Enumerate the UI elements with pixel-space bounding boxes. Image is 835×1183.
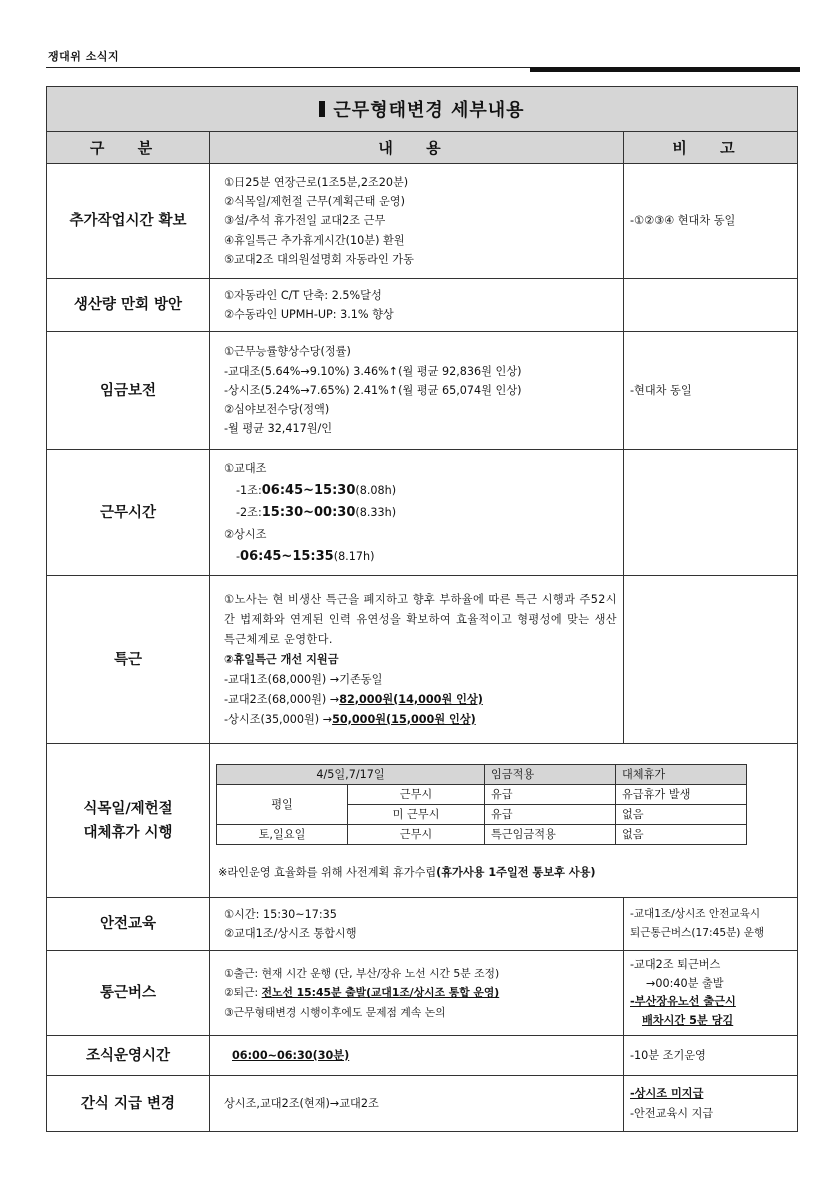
category-hours: 근무시간 (47, 450, 210, 576)
column-header-content: 내 용 (210, 132, 624, 164)
shift2-line (224, 502, 617, 524)
holiday-work-title: ②휴일특근 개선 지원금 (224, 652, 339, 666)
note-line: →00:40분 출발 (646, 976, 724, 990)
holiday-footnote-bold: (휴가사용 1주일전 통보후 사용) (436, 865, 596, 879)
table-row-bus (47, 951, 798, 1036)
content-line: ①출근: 현재 시간 운행 (단, 부산/장유 노선 시간 5분 조정) (224, 967, 500, 981)
regular-hours: (8.17h) (333, 549, 375, 563)
content-line: ④휴일특근 추가휴게시간(10분) 환원 (224, 233, 405, 247)
note-safety (624, 898, 798, 951)
bus-return-highlight: 전노선 15:45분 출발(교대1조/상시조 통합 운영) (261, 986, 500, 1000)
note-wage: -현대차 동일 (624, 332, 798, 450)
column-header-category: 구 분 (47, 132, 210, 164)
leave-value: 유급휴가 발생 (616, 784, 747, 804)
content-hours (210, 450, 624, 576)
note-meal: -10분 조기운영 (624, 1036, 798, 1076)
content-line: ③설/추석 휴가전일 교대2조 근무 (224, 214, 386, 228)
subtable-row (217, 824, 747, 844)
note-bus (624, 951, 798, 1036)
holiday-work-line (224, 710, 617, 730)
shift2-prefix: -2조: (236, 505, 262, 519)
subtable-header-wage: 임금적용 (485, 764, 616, 784)
weekday-label: 평일 (217, 784, 348, 824)
shift1-hours: (8.08h) (355, 483, 397, 497)
holiday-work-line: -교대1조(68,000원) →기존동일 (224, 672, 383, 686)
note-line: 퇴근통근버스(17:45분) 운행 (630, 927, 765, 939)
holiday-work-highlight: 50,000원(15,000원 인상) (332, 712, 476, 726)
shift-label: ①교대조 (224, 461, 267, 475)
content-line: ③근무형태변경 시행이후에도 문제점 계속 논의 (224, 1005, 446, 1019)
leave-value: 없음 (616, 804, 747, 824)
note-hours (624, 450, 798, 576)
work-status: 근무시 (348, 824, 485, 844)
note-line: -교대2조 퇴근버스 (630, 958, 721, 971)
shift2-hours: (8.33h) (355, 505, 397, 519)
content-line: -월 평균 32,417원/인 (224, 422, 333, 436)
shift1-prefix: -1조: (236, 483, 262, 497)
content-line: ①근무능률향상수당(정률) (224, 345, 351, 359)
table-row-special (47, 576, 798, 744)
newsletter-title: 쟁대위 소식지 (48, 50, 120, 63)
wage-value: 유급 (485, 784, 616, 804)
content-line (224, 983, 617, 1002)
category-snack: 간식 지급 변경 (47, 1076, 210, 1132)
holiday-footnote (210, 861, 797, 884)
content-line: ②심야보전수당(정액) (224, 403, 330, 417)
table-row-meal (47, 1036, 798, 1076)
work-status: 근무시 (348, 784, 485, 804)
note-line: -부산장유노선 출근시 (630, 995, 736, 1008)
content-line: ②교대1조/상시조 통합시행 (224, 927, 357, 940)
content-snack (210, 1076, 624, 1132)
holiday-work-highlight: 82,000원(14,000원 인상) (339, 692, 483, 706)
content-production (210, 279, 624, 332)
special-paragraph: ①노사는 현 비생산 특근을 폐지하고 향후 부하율에 따른 특근 시행과 주52시간 법제화와 연계된 인력 유연성을 확보하여 효율적이고 형평성에 맞는 생산특근체계로 운영한다. (224, 592, 617, 646)
table-row-wage (47, 332, 798, 450)
content-meal (210, 1036, 624, 1076)
table-row-hours (47, 450, 798, 576)
holiday-work-prefix: -상시조(35,000원) → (224, 712, 333, 726)
category-production: 생산량 만회 방안 (47, 279, 210, 332)
table-row-snack (47, 1076, 798, 1132)
regular-prefix: - (236, 549, 241, 563)
category-holiday-line2: 대체휴가 시행 (83, 824, 173, 841)
regular-time: 06:45~15:35 (240, 548, 334, 564)
category-overtime: 추가작업시간 확보 (47, 164, 210, 279)
shift1-line (224, 480, 617, 502)
leave-value: 없음 (616, 824, 747, 844)
note-line: -교대1조/상시조 안전교육시 (630, 907, 761, 920)
content-line: ⑤교대2조 대의원설명회 자동라인 가동 (224, 252, 414, 266)
bus-return-prefix: ②퇴근: (224, 986, 262, 1000)
category-special: 특근 (47, 576, 210, 744)
category-holiday-line1: 식목일/제헌절 (83, 800, 173, 817)
content-special (210, 576, 624, 744)
content-line: -상시조(5.24%→7.65%) 2.41%↑(월 평균 65,074원 인상) (224, 383, 522, 397)
holiday-subtable (216, 764, 747, 845)
header-rule-accent (530, 67, 800, 72)
category-holiday (47, 744, 210, 898)
table-title-cell (47, 87, 798, 132)
note-line: -상시조 미지급 (630, 1087, 704, 1101)
shift2-time: 15:30~00:30 (261, 504, 356, 520)
work-status: 미 근무시 (348, 804, 485, 824)
content-line: ①日25분 연장근로(1조5분,2조20분) (224, 175, 409, 189)
content-line: ②수동라인 UPMH-UP: 3.1% 향상 (224, 308, 394, 321)
subtable-header-dates: 4/5일,7/17일 (217, 764, 485, 784)
wage-value: 유급 (485, 804, 616, 824)
category-bus: 통근버스 (47, 951, 210, 1036)
holiday-work-line (224, 690, 617, 710)
weekend-label: 토,일요일 (217, 824, 348, 844)
table-title: 근무형태변경 세부내용 (333, 100, 525, 121)
note-special (624, 576, 798, 744)
column-header-note: 비 고 (624, 132, 798, 164)
content-wage (210, 332, 624, 450)
content-line: ①자동라인 C/T 단축: 2.5%달성 (224, 288, 382, 302)
snack-content: 상시조,교대2조(현재)→교대2조 (224, 1096, 379, 1110)
table-row-production (47, 279, 798, 332)
note-snack (624, 1076, 798, 1132)
content-holiday (210, 744, 798, 898)
subtable-row (217, 784, 747, 804)
category-meal: 조식운영시간 (47, 1036, 210, 1076)
content-safety (210, 898, 624, 951)
content-bus (210, 951, 624, 1036)
category-safety: 안전교육 (47, 898, 210, 951)
title-bar-icon (319, 101, 325, 117)
holiday-work-prefix: -교대2조(68,000원) → (224, 692, 340, 706)
table-row-overtime (47, 164, 798, 279)
note-line: 배차시간 5분 당김 (642, 1013, 734, 1027)
note-line: -안전교육시 지급 (630, 1106, 714, 1120)
content-line: ①시간: 15:30~17:35 (224, 907, 337, 921)
holiday-footnote-text: ※라인운영 효율화를 위해 사전계획 휴가수립 (218, 865, 437, 879)
table-row-safety (47, 898, 798, 951)
regular-line (224, 546, 617, 568)
table-row-holiday (47, 744, 798, 898)
content-overtime (210, 164, 624, 279)
work-schedule-table (46, 86, 798, 1132)
shift1-time: 06:45~15:30 (261, 482, 356, 498)
content-line: ②식목일/제헌절 근무(계획근태 운영) (224, 195, 405, 209)
meal-time: 06:00~06:30(30분) (232, 1048, 350, 1062)
regular-label: ②상시조 (224, 527, 267, 541)
note-overtime: -①②③④ 현대차 동일 (624, 164, 798, 279)
content-line: -교대조(5.64%→9.10%) 3.46%↑(월 평균 92,836원 인상) (224, 364, 522, 378)
wage-value: 특근임금적용 (485, 824, 616, 844)
note-production (624, 279, 798, 332)
category-wage: 임금보전 (47, 332, 210, 450)
subtable-header-leave: 대체휴가 (616, 764, 747, 784)
